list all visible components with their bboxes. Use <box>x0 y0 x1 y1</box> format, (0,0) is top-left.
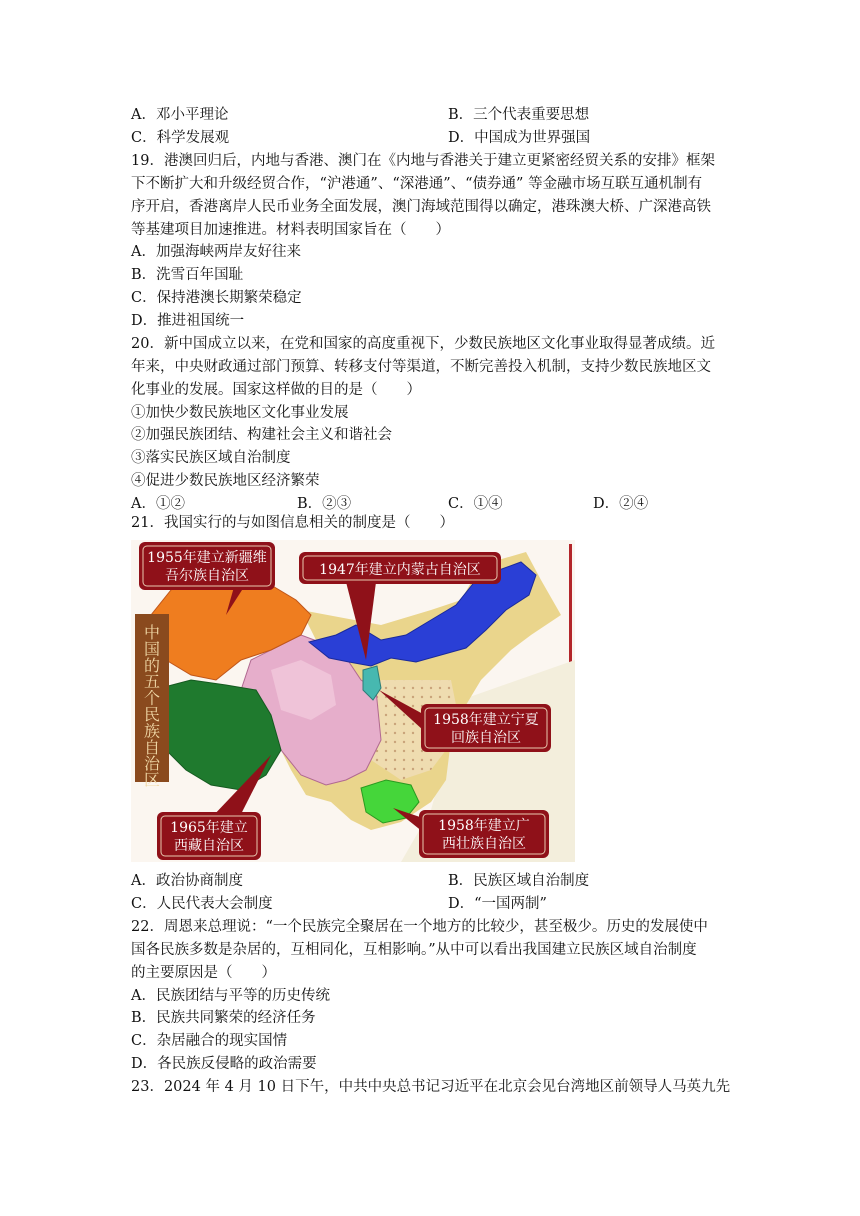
neimenggu-label: 1947年建立内蒙古自治区 <box>319 562 481 578</box>
xinjiang-label-line-2: 吾尔族自治区 <box>165 568 249 584</box>
q20-option-d: D．②④ <box>593 496 649 512</box>
side-title-char: 的 <box>143 655 161 675</box>
xizang-label-line-2: 西藏自治区 <box>174 838 244 854</box>
side-title-char: 自 <box>143 737 161 757</box>
q21-option-b: B．民族区域自治制度 <box>448 873 590 889</box>
q20-stem-line-2: 年来，中央财政通过部门预算、转移支付等渠道，不断完善投入机制，支持少数民族地区文 <box>131 359 711 375</box>
q19-option-b: B．洗雪百年国耻 <box>131 267 244 283</box>
q21-option-d: D．“一国两制” <box>448 896 547 912</box>
side-title <box>144 623 161 790</box>
q20-item-4: ④促进少数民族地区经济繁荣 <box>131 473 320 489</box>
xizang-label-line-1: 1965年建立 <box>170 820 248 836</box>
q20-stem-line-1: 20．新中国成立以来，在党和国家的高度重视下，少数民族地区文化事业取得显著成绩。近 <box>131 336 715 352</box>
q20-item-3: ③落实民族区域自治制度 <box>131 450 291 466</box>
q22-option-c: C．杂居融合的现实国情 <box>131 1033 288 1049</box>
q22-option-d: D．各民族反侵略的政治需要 <box>131 1056 317 1072</box>
q19-stem-line-3: 序开启，香港离岸人民币业务全面发展，澳门海域范围得以确定，港珠澳大桥、广深港高铁 <box>131 199 711 215</box>
guangxi-label-line-1: 1958年建立广 <box>438 818 530 834</box>
q20-option-c: C．①④ <box>448 496 503 512</box>
side-title-char: 治 <box>143 754 161 774</box>
q22-stem-line-3: 的主要原因是（ ） <box>131 965 276 981</box>
autonomous-regions-map <box>131 540 575 862</box>
xinjiang-label-line-1: 1955年建立新疆维 <box>147 550 267 566</box>
side-title-char: 区 <box>143 770 161 790</box>
q20-item-1: ①加快少数民族地区文化事业发展 <box>131 405 349 421</box>
q20-option-a: A．①② <box>131 496 185 512</box>
side-title-char: 中 <box>143 623 161 642</box>
q19-stem-line-2: 下不断扩大和升级经贸合作，“沪港通”、“深港通”、“债券通” 等金融市场互联互通机制有 <box>131 176 703 192</box>
ningxia-label-line-1: 1958年建立宁夏 <box>433 712 539 728</box>
side-title-char: 五 <box>143 672 161 692</box>
ningxia-label-line-2: 回族自治区 <box>451 730 521 746</box>
q21-option-a: A．政治协商制度 <box>131 873 243 889</box>
q20-stem-line-3: 化事业的发展。国家这样做的目的是（ ） <box>131 382 421 398</box>
side-title-char: 国 <box>143 639 161 659</box>
side-title-char: 族 <box>143 721 161 741</box>
q20-item-2: ②加强民族团结、构建社会主义和谐社会 <box>131 427 392 443</box>
side-title-char: 个 <box>143 688 161 708</box>
q22-option-a: A．民族团结与平等的历史传统 <box>131 988 330 1004</box>
q22-stem-line-2: 国各民族多数是杂居的，互相同化，互相影响。”从中可以看出我国建立民族区域自治制度 <box>131 942 697 958</box>
q19-stem-line-4: 等基建项目加速推进。材料表明国家旨在（ ） <box>131 222 450 238</box>
guangxi-label-line-2: 西壮族自治区 <box>442 836 526 852</box>
q19-option-d: D．推进祖国统一 <box>131 313 245 329</box>
q19-stem-line-1: 19．港澳回归后，内地与香港、澳门在《内地与香港关于建立更紧密经贸关系的安排》框架 <box>131 153 715 169</box>
q18-option-c: C．科学发展观 <box>131 130 230 146</box>
side-title-text <box>144 623 161 790</box>
q20-option-b: B．②③ <box>297 496 352 512</box>
q19-option-c: C．保持港澳长期繁荣稳定 <box>131 290 302 306</box>
q19-option-a: A．加强海峡两岸友好往来 <box>131 244 301 260</box>
q21-stem: 21．我国实行的与如图信息相关的制度是（ ） <box>131 515 454 531</box>
q22-option-b: B．民族共同繁荣的经济任务 <box>131 1010 316 1026</box>
q18-option-b: B．三个代表重要思想 <box>448 107 590 123</box>
q18-option-d: D．中国成为世界强国 <box>448 130 591 146</box>
q22-stem-line-1: 22．周恩来总理说：“一个民族完全聚居在一个地方的比较少，甚至极少。历史的发展使中 <box>131 919 708 935</box>
q18-option-a: A．邓小平理论 <box>131 107 229 123</box>
side-title-char: 民 <box>143 705 161 724</box>
q23-stem-line-1: 23．2024 年 4 月 10 日下午，中共中央总书记习近平在北京会见台湾地区前领导人马英九先 <box>131 1079 731 1095</box>
q21-option-c: C．人民代表大会制度 <box>131 896 273 912</box>
